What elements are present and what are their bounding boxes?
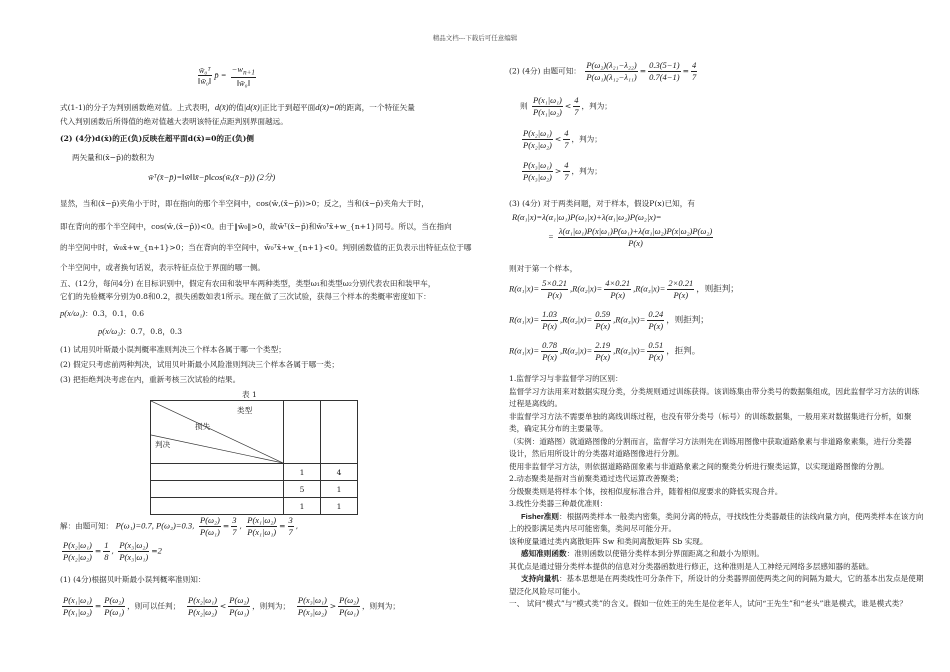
table-caption: 表 1 [242, 390, 257, 399]
table-head-type: 类型 [237, 406, 253, 415]
question-last: 一、 试问“模式”与“模式类”的含义。假如一位姓王的先生是位老年人，试问“王先生”和“老头”谁是模式，谁是模式类？ [509, 599, 907, 608]
fisher-line: 上的投影满足类内尽可能密集，类间尽可能分开。 [509, 524, 677, 533]
r3-eq2: = $\frac{\text{λ(α₁|ω₁)P(x|ω₁)P(ω₁)+λ(α₁|ω₂)P(x|ω₂)P(ω₂)}}{P(x)}$ [548, 226, 713, 248]
table-row [151, 464, 358, 481]
table-cell: 1 [321, 498, 358, 515]
pdf-1: p(x/ω₁)：0.3，0.1，0.6 [60, 308, 145, 318]
section-2-title: (2) (4分)d(x̄)的正(负)反映在超平面d(x̄)=0的正(负)侧 [60, 134, 254, 143]
risk-row-2: R(α₁|x)= $\frac{1.03}{P(x)}$ ,R(α₂|x)= $\frac{0.59}{P(x)}$ ,R(α₃|x)= $\frac{0.24}{P(x)}$ ，则拒判； [509, 309, 709, 331]
table-row [151, 498, 358, 515]
pdf-2: p(x/ω₂)：0.7，0.8，0.3 [98, 326, 183, 336]
para-2b: 即在背向的那个半空间中，cos(w̄,(x̄−p̄))<0。由于‖w̄₀‖>0，故w̄ᵀ(x̄−p̄)和w̄₀ᵀx̄+w_{n+1}同号。所以，当在指向 [60, 222, 452, 231]
r2-rule-2: $\frac{\text{P(x₂|ω₁)}}{\text{P(x₂|ω₂)}}$ < $\frac{4}{7}$ ，判为； [523, 128, 602, 150]
fisher-line: Fisher准则：根据两类样本一般类内密集，类间分离的特点，寻找线性分类器最佳的法线向量方向，使两类样本在该方向 [521, 512, 924, 521]
table-cell [151, 481, 284, 498]
risk-row-1: R(α₁|x)= $\frac{5\times 0.21}{P(x)}$ ,R(α₂|x)= $\frac{4\times 0.21}{P(x)}$ ,R(α₃|x)= $\frac{2\times 0.21}{P(x)}$ ，则拒判； [509, 278, 739, 300]
table-header-cell [321, 401, 358, 464]
section-1-title: (1) (4分)根据贝叶斯最小误判概率准则知： [60, 575, 206, 584]
section-2-line: 两矢量和(x̄−p̄)的数积为 [72, 153, 155, 162]
item-2: (2) 假定只考虑前两种判决，试用贝叶斯最小风险准则判决三个样本各属于哪一类； [60, 360, 339, 369]
para-2c: 的半空间中时，w̄₀x̄+w_{n+1}>0；当在背向的半空间中，w̄₀ᵀx̄+w_{n+1}<0。判别函数值的正负表示出特征点位于哪 [60, 243, 472, 252]
para-1b: 代入判别函数后所得值的绝对值越大表明该特征点距判别界面越远。 [60, 117, 288, 126]
note-line: 监督学习方法用来对数据实现分类，分类规则通过训练获得。该训练集由带分类号的数据集组成，因此监督学习方法的训练 [509, 387, 920, 396]
note-line: 分级聚类则是将样本个体，按相似度标准合并，随着相似度要求的降低实现合并。 [509, 487, 783, 496]
r3-label: (3) (4分) 对于两类问题，对于样本，假设P(x)已知，有 [509, 199, 695, 208]
solution-intro: 解：由题可知： P(ω₁)=0.7, P(ω₂)=0.3, $\frac{\text{P(ω₂)}}{\text{P(ω₁)}}$ = $\frac{3}{7}$ , $\frac{\text{P(x₁|ω₂)}}{\text{P(x₁|ω₁)}}$ = $\frac{3}{7}$ , [60, 515, 299, 537]
table-cell: 5 [284, 481, 321, 498]
note-line: 类，确定其分布的主要量等。 [509, 424, 608, 433]
item-1: (1) 试用贝叶斯最小误判概率准则判决三个样本各属于哪一个类型； [60, 345, 286, 354]
solution-ratios: $\frac{\text{P(x₂|ω₁)}}{\text{P(x₂|ω₂)}}$ = $\frac{1}{8}$ , $\frac{\text{P(x₃|ω₂)}}{\text{P(x₃|ω₁)}}$ =2 [63, 540, 162, 562]
item-3: (3) 把拒绝判决考虑在内，重新考核三次试验的结果。 [60, 375, 241, 384]
para-1a: 式(1-1)的分子为判别函数绝对值。上式表明，d(x̄)的值|d(x̄)|正比于到超平面d(x̄)=0的距离，一个特征矢量 [60, 102, 415, 112]
svm-line: 望泛化风险尽可能小。 [509, 587, 585, 596]
q5-line-a: 五、(12分，每问4分) 在目标识别中，假定有农田和装甲车两种类型，类型ω₁和类型ω₂分别代表农田和装甲车， [60, 279, 436, 288]
table-cell [151, 498, 284, 515]
fisher-line: 该种度量通过类内离散矩阵 Sw 和类间离散矩阵 Sb 实现。 [509, 537, 708, 546]
note-line: 设计，然后用所设计的分类器对道路图像进行分割。 [509, 449, 684, 458]
note-line: 3.线性分类器三种最优准则： [509, 499, 608, 508]
svm-line: 支持向量机：基本思想是在两类线性可分条件下，所设计的分类器界面使两类之间的间隔为最大，它的基本出发点是使期 [521, 574, 924, 583]
svm-title: 支持向量机 [521, 574, 559, 583]
table-cell: 1 [284, 498, 321, 515]
loss-table [150, 400, 358, 515]
r3-eq1: R(α₁|x)=λ(α₁|ω₁)P(ω₁|x)+λ(α₁|ω₂)P(ω₂|x)= [512, 212, 662, 222]
note-line: 非监督学习方法不需要单独的离线训练过程，也没有带分类号（标号）的训练数据集，一般用来对数据集进行分析，如聚 [509, 412, 912, 421]
r2-rule-1: 则 $\frac{\text{P(x₁|ω₁)}}{\text{P(x₁|ω₂)}}$ < $\frac{4}{7}$ ，判为； [520, 95, 612, 117]
table-head-decision: 判决 [155, 440, 171, 449]
risk-row-3: R(α₁|x)= $\frac{0.78}{P(x)}$ ,R(α₂|x)= $\frac{2.19}{P(x)}$ ,R(α₃|x)= $\frac{0.51}{P(x)}$ ，拒判。 [509, 340, 701, 362]
eq-distance: $\frac{\text{w̄₀ᵀ}}{\text{‖w̄₀‖}}$ p̄ = $\frac{-w_{n+1}}{\text{‖w̄₀‖}}$ [198, 64, 255, 88]
r3-first: 则对于第一个样本， [509, 264, 578, 273]
table-row [151, 481, 358, 498]
section-1-rules: $\frac{\text{P(x₁|ω₁)}}{\text{P(x₁|ω₂)}}$ = $\frac{\text{P(ω₂)}}{\text{P(ω₁)}}$ ，则可以任判； $\frac{\text{P(x₂|ω₁)}}{\text{P(x₂|ω₂)}}$ < $\frac{\text{P(ω₂)}}{\text{P(ω₁)}}$ ，则判为； $\frac{\text{P(x₃|ω₁)}}{\text{P(x₃|ω₂)}}$ > $\frac{\text{P(ω₂)}}{\text{P(ω₁)}}$ ，则判为； [63, 595, 400, 617]
note-line: 1.监督学习与非监督学习的区别： [509, 374, 623, 383]
para-2d: 个半空间中，或者换句话说，表示特征点位于界面的哪一侧。 [60, 263, 266, 272]
diagonal-lines [151, 401, 283, 463]
table-cell: 4 [321, 464, 358, 481]
para-2a: 显然，当和(x̄−p̄)夹角小于时，即在指向的那个半空间中，cos(w̄,(x̄−p̄))>0；反之，当和(x̄−p̄)夹角大于时， [60, 199, 429, 208]
perceptron-line: 其优点是通过错分类样本提供的信息对分类器函数进行修正，这种准则是人工神经元网络多层感知器的基础。 [509, 562, 874, 571]
r2-line: (2) (4分) 由题可知： $\frac{\text{P(ω₂)(λ₂₁−λ₂₂)}}{\text{P(ω₁)(λ₁₂−λ₁₁)}}$ = $\frac{0.3(5-1)}{0.7(4-1)}$ = $\frac{4}{7}$ [509, 60, 697, 82]
table-cell [151, 464, 284, 481]
table-cell: 1 [321, 481, 358, 498]
table-corner-cell [151, 401, 284, 464]
r2-rule-3: $\frac{\text{P(x₃|ω₁)}}{\text{P(x₃|ω₂)}}$ > $\frac{4}{7}$ ，判为； [523, 160, 602, 182]
perceptron-title: 感知准则函数 [521, 549, 567, 558]
section-2-eq: w̄ᵀ(x̄−p̄)=‖w̄‖‖x̄−p̄‖cos(w̄,(x̄−p̄)) (2分) [148, 172, 276, 182]
note-line: 过程是离线的。 [509, 399, 563, 408]
fisher-title: Fisher准则 [521, 512, 559, 521]
page-header: 精品文档---下载后可任意编辑 [432, 34, 518, 42]
table-header-cell [284, 401, 321, 464]
note-line: 使用非监督学习方法，则依据道路路面象素与非道路象素之间的聚类分析进行聚类运算，以实现道路图像的分割。 [509, 462, 889, 471]
note-line: 2.动态聚类是指对当前聚类通过迭代运算改善聚类； [509, 474, 684, 483]
table-cell: 1 [284, 464, 321, 481]
note-line: （实例：道路图）就道路图像的分割而言，监督学习方法则先在训练用图像中获取道路象素与非道路象素集，进行分类器 [509, 437, 912, 446]
perceptron-line: 感知准则函数：准则函数以使错分类样本到分界面距离之和最小为原则。 [521, 549, 764, 558]
table-head-loss: 损失 [195, 422, 211, 431]
q5-line-b: 它们的先验概率分别为0.8和0.2，损失函数如表1所示。现在做了三次试验，获得三个样本的类概率密度如下： [60, 292, 431, 301]
